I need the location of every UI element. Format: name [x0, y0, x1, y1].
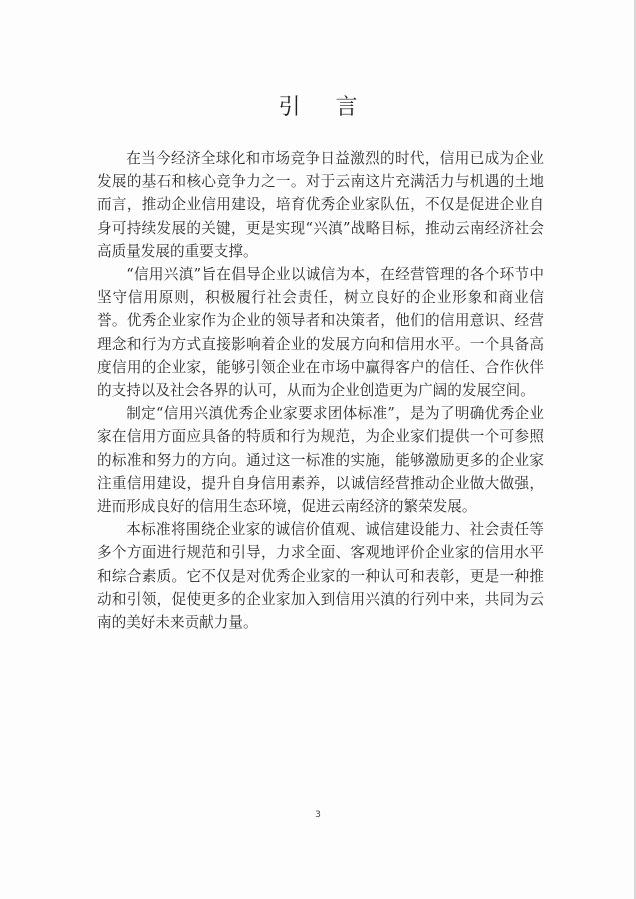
page-title: 引 言	[278, 95, 372, 120]
page-number: 3	[315, 810, 321, 820]
paragraph-1: 在当今经济全球化和市场竞争日益激烈的时代，信用已成为企业发展的基石和核心竞争力之一。对于云南这片充满活力与机遇的土地而言，推动企业信用建设，培育优秀企业家队伍，不仅是促进企业自身可持续发展的关键，更是实现“兴滇”战略目标，推动云南经济社会高质量发展的重要支撑。	[97, 150, 544, 260]
document-body	[97, 147, 544, 634]
paragraph-4: 本标准将围绕企业家的诚信价值观、诚信建设能力、社会责任等多个方面进行规范和引导，力求全面、客观地评价企业家的信用水平和综合素质。它不仅是对优秀企业家的一种认可和表彰，更是一种推动和引领，促使更多的企业家加入到信用兴滇的行列中来，共同为云南的美好未来贡献力量。	[97, 521, 544, 632]
paragraph-2: “信用兴滇”旨在倡导企业以诚信为本，在经营管理的各个环节中坚守信用原则，积极履行社会责任，树立良好的企业形象和商业信誉。优秀企业家作为企业的领导者和决策者，他们的信用意识、经营理念和行为方式直接影响着企业的发展方向和信用水平。一个具备高度信用的企业家，能够引领企业在市场中赢得客户的信任、合作伙伴的支持以及社会各界的认可，从而为企业创造更为广阔的发展空间。	[97, 266, 544, 400]
paragraph-3: 制定“信用兴滇优秀企业家要求团体标准”，是为了明确优秀企业家在信用方面应具备的特质和行为规范，为企业家们提供一个可参照的标准和努力的方向。通过这一标准的实施，能够激励更多的企业家注重信用建设，提升自身信用素养，以诚信经营推动企业做大做强，进而形成良好的信用生态环境，促进云南经济的繁荣发展。	[97, 405, 544, 516]
